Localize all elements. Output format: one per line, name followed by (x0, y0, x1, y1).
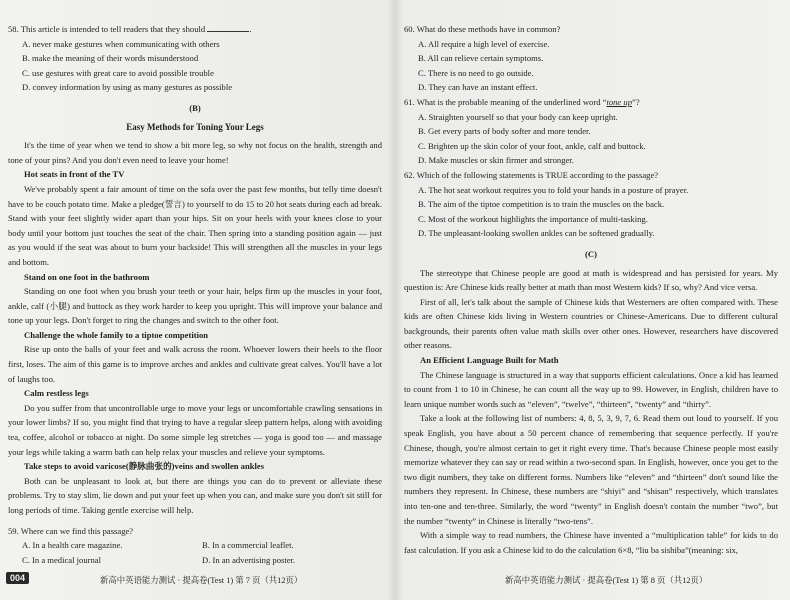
option: B. In a commercial leaflet. (202, 540, 294, 551)
option: B. The aim of the tiptoe competition is to train the muscles on the back. (418, 199, 665, 210)
option: C. Brighten up the skin color of your foot, ankle, calf and buttock. (418, 140, 646, 151)
paragraph: First of all, let's talk about the sample of Chinese kids that Westerners are often compared with. These kids are often Chinese kids living in Western countries or Chinese-Americans. Due to different cultural backgrounds, their parents often value math skills over other ones. However, researchers have discovered other reasons. (404, 296, 778, 351)
options-grid (8, 538, 382, 567)
option: C. There is no need to go outside. (418, 67, 534, 78)
paragraph: Standing on one foot when you brush your teeth or your hair, helps firm up the muscles in your foot, ankle, calf (小腿) and buttock as they work harder to keep you upright. This will improve your balance and tone up your legs. Don't forget to ring the changes and switch to the other foot. (8, 286, 382, 326)
option: D. Make muscles or skin firmer and stronger. (418, 155, 574, 166)
option: C. use gestures with great care to avoid possible trouble (22, 67, 214, 78)
paragraph: Take a look at the following list of numbers: 4, 8, 5, 3, 9, 7, 6. Read them out loud to yourself. If you speak English, you have about a 50 percent chance of remembering that sequence perfectly. If you're Chinese, though, you're almost certain to get it right every time. That's because Chinese people most easily memorize whatever they can say or read within a two-second span. In English, however, once you get to the two digit numbers, they take on different forms. Numbers like “eleven” and “thirteen” don't sound like the numbers they represent. In Chinese, these numbers are “shiyi” and “shisan” respectively, which translates into ten-one and ten-three. Similarly, the word “twenty” in English doesn't contain the number “two”, but the number “twenty” in Chinese is literally “two-tens”. (404, 413, 778, 526)
subheading: Take steps to avoid varicose(静脉曲张的)veins and swollen ankles (24, 461, 265, 472)
option: B. All can relieve certain symptoms. (418, 53, 544, 64)
option: A. All require a high level of exercise. (418, 38, 550, 49)
subheading: Calm restless legs (24, 388, 89, 399)
section-label-c: (C) (585, 248, 597, 259)
passage-title: Easy Methods for Toning Your Legs (126, 121, 264, 132)
option: A. Straighten yourself so that your body can keep upright. (418, 111, 618, 122)
question-61: 61. What is the probable meaning of the underlined word “tone up”? (404, 96, 640, 107)
underlined-word: tone up (606, 96, 632, 107)
option: A. In a health care magazine. (22, 540, 123, 551)
question-62: 62. Which of the following statements is TRUE according to the passage? (404, 169, 659, 180)
subheading: Hot seats in front of the TV (24, 169, 125, 180)
option: C. In a medical journal (22, 554, 101, 565)
option: D. They can have an instant effect. (418, 82, 538, 93)
option: A. never make gestures when communicating with others (22, 38, 220, 49)
paragraph: Rise up onto the balls of your feet and walk across the room. Whoever lowers their heels to the floor first, loses. The aim of this game is to improve arches and ankles and cultivate great calves. You'll have a lot of laughs too. (8, 344, 382, 384)
option: D. convey information by using as many gestures as possible (22, 82, 233, 93)
paragraph: The Chinese language is structured in a way that supports efficient calculations. Once a kid has learned to count from 1 to 10 in Chinese, he can count all the way up to 99. However, in English, children have to learn unique number words such as “eleven”, “twelve”, “thirteen”, “twenty” and “thirty”. (404, 369, 778, 409)
paragraph: With a simple way to read numbers, the Chinese have invented a “multiplication table” for kids to do fast calculation. If you ask a Chinese kid to do the calculation 6×8, “liu ba sishiba”(meaning: six, (404, 530, 778, 555)
option: A. The hot seat workout requires you to fold your hands in a posture of prayer. (418, 184, 689, 195)
subheading: An Efficient Language Built for Math (420, 355, 559, 366)
option: B. Get every parts of body softer and more tender. (418, 126, 591, 137)
paragraph: We've probably spent a fair amount of time on the sofa over the past few months, but telly time doesn't have to be couch potato time. Make a pledge(誓言) to yourself to do 15 to 20 hot seats during each ad break. Stand with your feet slightly wider apart than your hips. Sit on your heels with your knees close to your body until your bottom just touches the seat of the chair. Then spring into a standing position again — just as you would if the seat was about to burn your backside! This will strengthen all the muscles in your legs and bottom. (8, 183, 382, 267)
paragraph: Do you suffer from that uncontrollable urge to move your legs or uncomfortable crawling sensations in your lower limbs? If so, you might find that trying to have a regular sleep pattern helps, along with avoiding tea, coffee, alcohol or tobacco at night. Do some simple leg stretches — yoga is good too — and massage your legs while taking a warm bath can help relax your muscles and relieve your symptoms. (8, 402, 382, 457)
footer-left: 新高中英语能力测试 · 提高卷(Test 1) 第 7 页（共12页） (100, 576, 303, 585)
question-60: 60. What do these methods have in common? (404, 24, 561, 34)
answer-blank (207, 23, 249, 32)
question-59: 59. Where can we find this passage? (8, 525, 134, 536)
option: C. Most of the workout highlights the importance of multi-tasking. (418, 213, 648, 224)
section-label-b: (B) (189, 102, 201, 113)
option: B. make the meaning of their words misunderstood (22, 53, 199, 64)
paragraph: The stereotype that Chinese people are good at math is widespread and has persisted for years. My question is: Are Chinese kids really better at math than most Western kids? If so, why? And vice versa. (404, 267, 778, 293)
right-page (404, 22, 778, 557)
paragraph: It's the time of year when we tend to show a bit more leg, so why not focus on the health, strength and tone of your pins? And you don't even need to leave your home! (8, 140, 382, 165)
option: D. The unpleasant-looking swollen ankles can be softened gradually. (418, 228, 655, 239)
page-number-badge: 004 (6, 572, 29, 584)
option: D. In an advertising poster. (202, 554, 296, 565)
footer-right: 新高中英语能力测试 · 提高卷(Test 1) 第 8 页（共12页） (505, 576, 708, 585)
subheading: Challenge the whole family to a tiptoe competition (24, 329, 209, 340)
paragraph: Both can be unpleasant to look at, but there are things you can do to prevent or alleviate these problems. Try to stay slim, lie down and put your feet up when you can, and make sure you don't sit still for long periods of time. Taking gentle exercise will help. (8, 475, 382, 515)
question-58: 58. This article is intended to tell readers that they should . (8, 24, 252, 34)
subheading: Stand on one foot in the bathroom (24, 271, 150, 282)
left-page (8, 22, 382, 567)
